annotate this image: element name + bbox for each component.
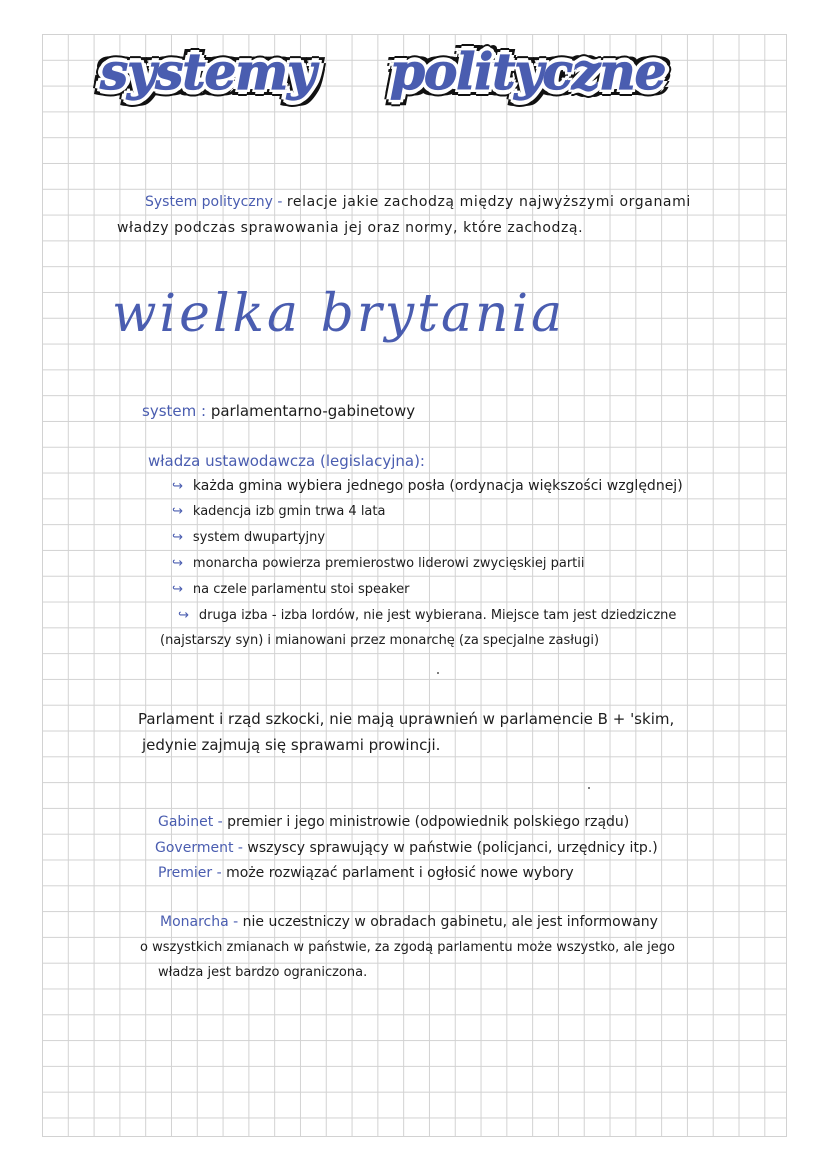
legislative-item-text: druga izba - izba lordów, nie jest wybierana. Miejsce tam jest dziedziczne (198, 608, 677, 623)
legislative-item (172, 530, 325, 545)
legislative-item (172, 582, 409, 597)
arrow-icon: ↪ (172, 504, 183, 519)
legislative-item-text: kadencja izb gmin trwa 4 lata (192, 504, 386, 519)
legislative-item-text: monarcha powierza premierostwo liderowi zwycięskiej partii (192, 556, 585, 571)
definition-item-text: wszyscy sprawujący w państwie (policjanci, urzędnicy itp.) (247, 840, 658, 856)
country-heading: wielka brytania (112, 284, 566, 344)
legislative-item-text: system dwupartyjny (192, 530, 326, 545)
scotland-line-2: jedynie zajmują się sprawami prowincji. (142, 736, 441, 754)
monarch-text-1: nie uczestniczy w obradach gabinetu, ale jest informowany (242, 914, 658, 930)
arrow-icon: ↪ (172, 556, 183, 571)
definition-text-1: relacje jakie zachodzą między najwyższymi organami (286, 194, 691, 210)
legislative-item (172, 556, 584, 571)
legislative-item (172, 478, 683, 494)
system-value: parlamentarno-gabinetowy (210, 402, 416, 420)
legislative-item-text: każda gmina wybiera jednego posła (ordynacja większości względnej) (192, 478, 683, 494)
definition-item-gabinet (158, 814, 629, 830)
legislative-item-text: na czele parlamentu stoi speaker (192, 582, 410, 597)
scotland-line-1: Parlament i rząd szkocki, nie mają uprawnień w parlamencie B + 'skim, (138, 710, 675, 728)
legislative-item (178, 608, 676, 623)
definition-item-term: Premier - (158, 865, 222, 881)
legislative-item (172, 504, 385, 519)
definition-item-term: Gabinet - (158, 814, 223, 830)
definition-item-premier (158, 865, 574, 881)
monarch-line-3: władza jest bardzo ograniczona. (158, 965, 368, 980)
definition-item-text: premier i jego ministrowie (odpowiednik polskiego rządu) (227, 814, 630, 830)
arrow-icon: ↪ (178, 608, 189, 623)
system-label: system : (142, 402, 207, 420)
title-word-polityczne: polityczne (390, 42, 666, 101)
system-line (142, 402, 415, 420)
stray-dot (437, 672, 439, 674)
stray-dot (588, 787, 590, 789)
arrow-icon: ↪ (172, 530, 183, 545)
title-word-systemy: systemy (100, 42, 316, 101)
arrow-icon: ↪ (172, 479, 183, 494)
monarch-term: Monarcha - (160, 914, 239, 930)
definition-term: System polityczny - (145, 194, 283, 210)
definition-line-1 (145, 194, 691, 210)
monarch-line-2: o wszystkich zmianach w państwie, za zgodą parlamentu może wszystko, ale jego (140, 940, 675, 955)
arrow-icon: ↪ (172, 582, 183, 597)
monarch-line-1 (160, 914, 658, 930)
definition-item-goverment (155, 840, 658, 856)
legislative-continuation: (najstarszy syn) i mianowani przez monarchę (za specjalne zasługi) (160, 633, 600, 648)
definition-item-text: może rozwiązać parlament i ogłosić nowe wybory (226, 865, 574, 881)
definition-line-2: władzy podczas sprawowania jej oraz normy, które zachodzą. (117, 220, 584, 236)
legislative-label: władza ustawodawcza (legislacyjna): (148, 452, 425, 470)
definition-item-term: Goverment - (155, 840, 243, 856)
